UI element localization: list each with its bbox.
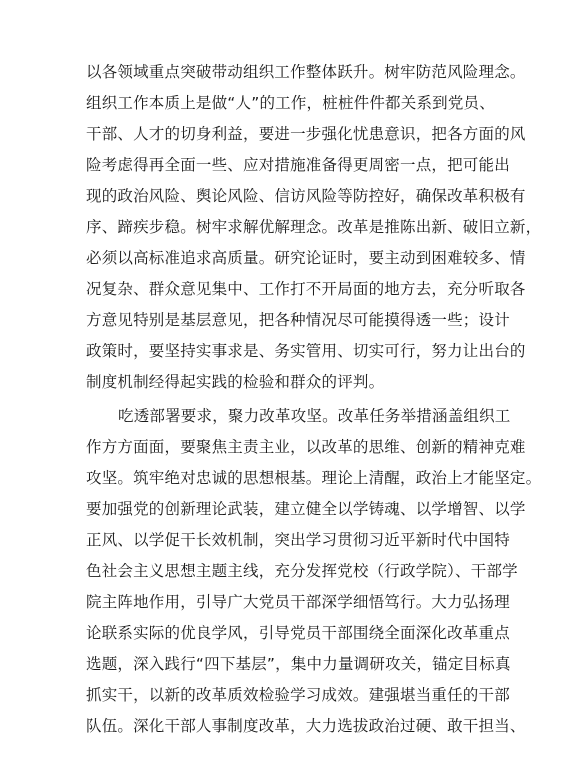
text-line: 序、蹄疾步稳。树牢求解优解理念。改革是推陈出新、破旧立新，: [86, 218, 542, 236]
text-line: 以各领域重点突破带动组织工作整体跃升。树牢防范风险理念。: [86, 63, 526, 81]
text-line: 院主阵地作用，引导广大党员干部深学细悟笃行。大力弘扬理: [86, 593, 510, 611]
text-line: 色社会主义思想主题主线，充分发挥党校（行政学院）、干部学: [86, 562, 518, 580]
paragraph-start-line: 吃透部署要求，聚力改革攻坚。改革任务举措涵盖组织工: [118, 407, 511, 425]
text-line: 方意见特别是基层意见，把各种情况尽可能摸得透一些；设计: [86, 311, 510, 329]
text-line: 况复杂、群众意见集中、工作打不开局面的地方去，充分听取各: [86, 280, 526, 298]
text-line: 正风、以学促干长效机制，突出学习贯彻习近平新时代中国特: [86, 531, 510, 549]
text-line: 组织工作本质上是做“人”的工作，桩桩件件都关系到党员、: [86, 94, 495, 112]
text-line: 必须以高标准追求高质量。研究论证时，要主动到困难较多、情: [86, 249, 526, 267]
text-line: 干部、人才的切身利益，要进一步强化忧患意识，把各方面的风: [86, 125, 526, 143]
text-line: 抓实干，以新的改革质效检验学习成效。建强堪当重任的干部: [86, 686, 510, 704]
text-line: 队伍。深化干部人事制度改革，大力选拔政治过硬、敢干担当、: [86, 717, 526, 735]
text-line: 攻坚。筑牢绝对忠诚的思想根基。理论上清醒，政治上才能坚定。: [86, 469, 542, 487]
text-line: 现的政治风险、舆论风险、信访风险等防控好，确保改革积极有: [86, 187, 526, 205]
text-line: 要加强党的创新理论武装，建立健全以学铸魂、以学增智、以学: [86, 500, 526, 518]
text-line: 选题，深入践行“四下基层”，集中力量调研攻关，锚定目标真: [86, 655, 511, 673]
text-line: 制度机制经得起实践的检验和群众的评判。: [86, 373, 385, 391]
text-line: 政策时，要坚持实事求是、务实管用、切实可行，努力让出台的: [86, 342, 526, 360]
text-line: 作方方面面，要聚焦主责主业，以改革的思维、创新的精神克难: [86, 438, 526, 456]
text-line: 险考虑得再全面一些、应对措施准备得更周密一点，把可能出: [86, 156, 510, 174]
text-line: 论联系实际的优良学风，引导党员干部围绕全面深化改革重点: [86, 624, 510, 642]
